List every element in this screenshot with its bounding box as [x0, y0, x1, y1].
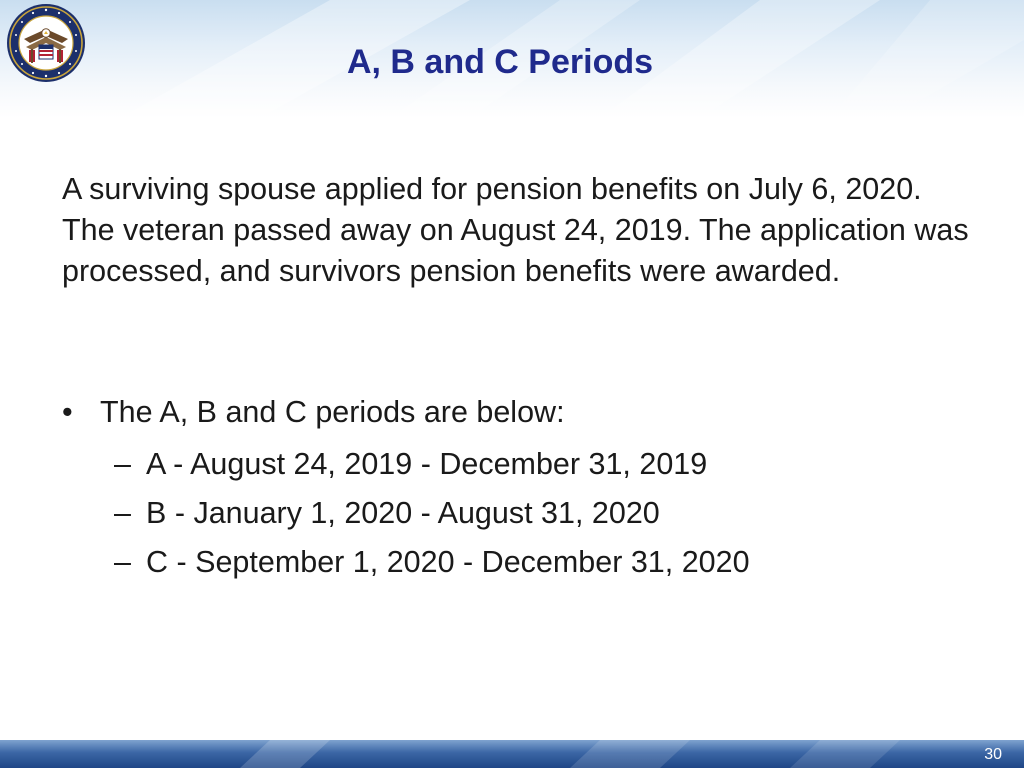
periods-bullet-list: [62, 390, 962, 587]
period-a-item: [62, 440, 962, 489]
bullet-text: The A, B and C periods are below:: [100, 395, 565, 429]
bullet-marker: •: [62, 395, 73, 429]
dash-marker: –: [114, 545, 131, 579]
period-b-text: B - January 1, 2020 - August 31, 2020: [146, 496, 660, 530]
period-a-text: A - August 24, 2019 - December 31, 2019: [146, 447, 708, 481]
period-c-item: [62, 538, 962, 587]
scenario-paragraph: A surviving spouse applied for pension benefits on July 6, 2020. The veteran passed away on August 24, 2019. The application was processed, and survivors pension benefits were awarded.: [62, 172, 969, 288]
va-seal-logo: [6, 3, 86, 83]
period-c-text: C - September 1, 2020 - December 31, 2020: [146, 545, 750, 579]
period-sub-list: [62, 440, 962, 587]
dash-marker: –: [114, 496, 131, 530]
footer-band: [0, 740, 1024, 768]
sub-list-container: [62, 440, 962, 587]
slide-title: A, B and C Periods: [346, 43, 654, 81]
footer-decoration: [0, 740, 1024, 768]
dash-marker: –: [114, 447, 131, 481]
page-number: 30: [984, 746, 1002, 763]
bullet-item: [62, 390, 962, 434]
period-b-item: [62, 489, 962, 538]
